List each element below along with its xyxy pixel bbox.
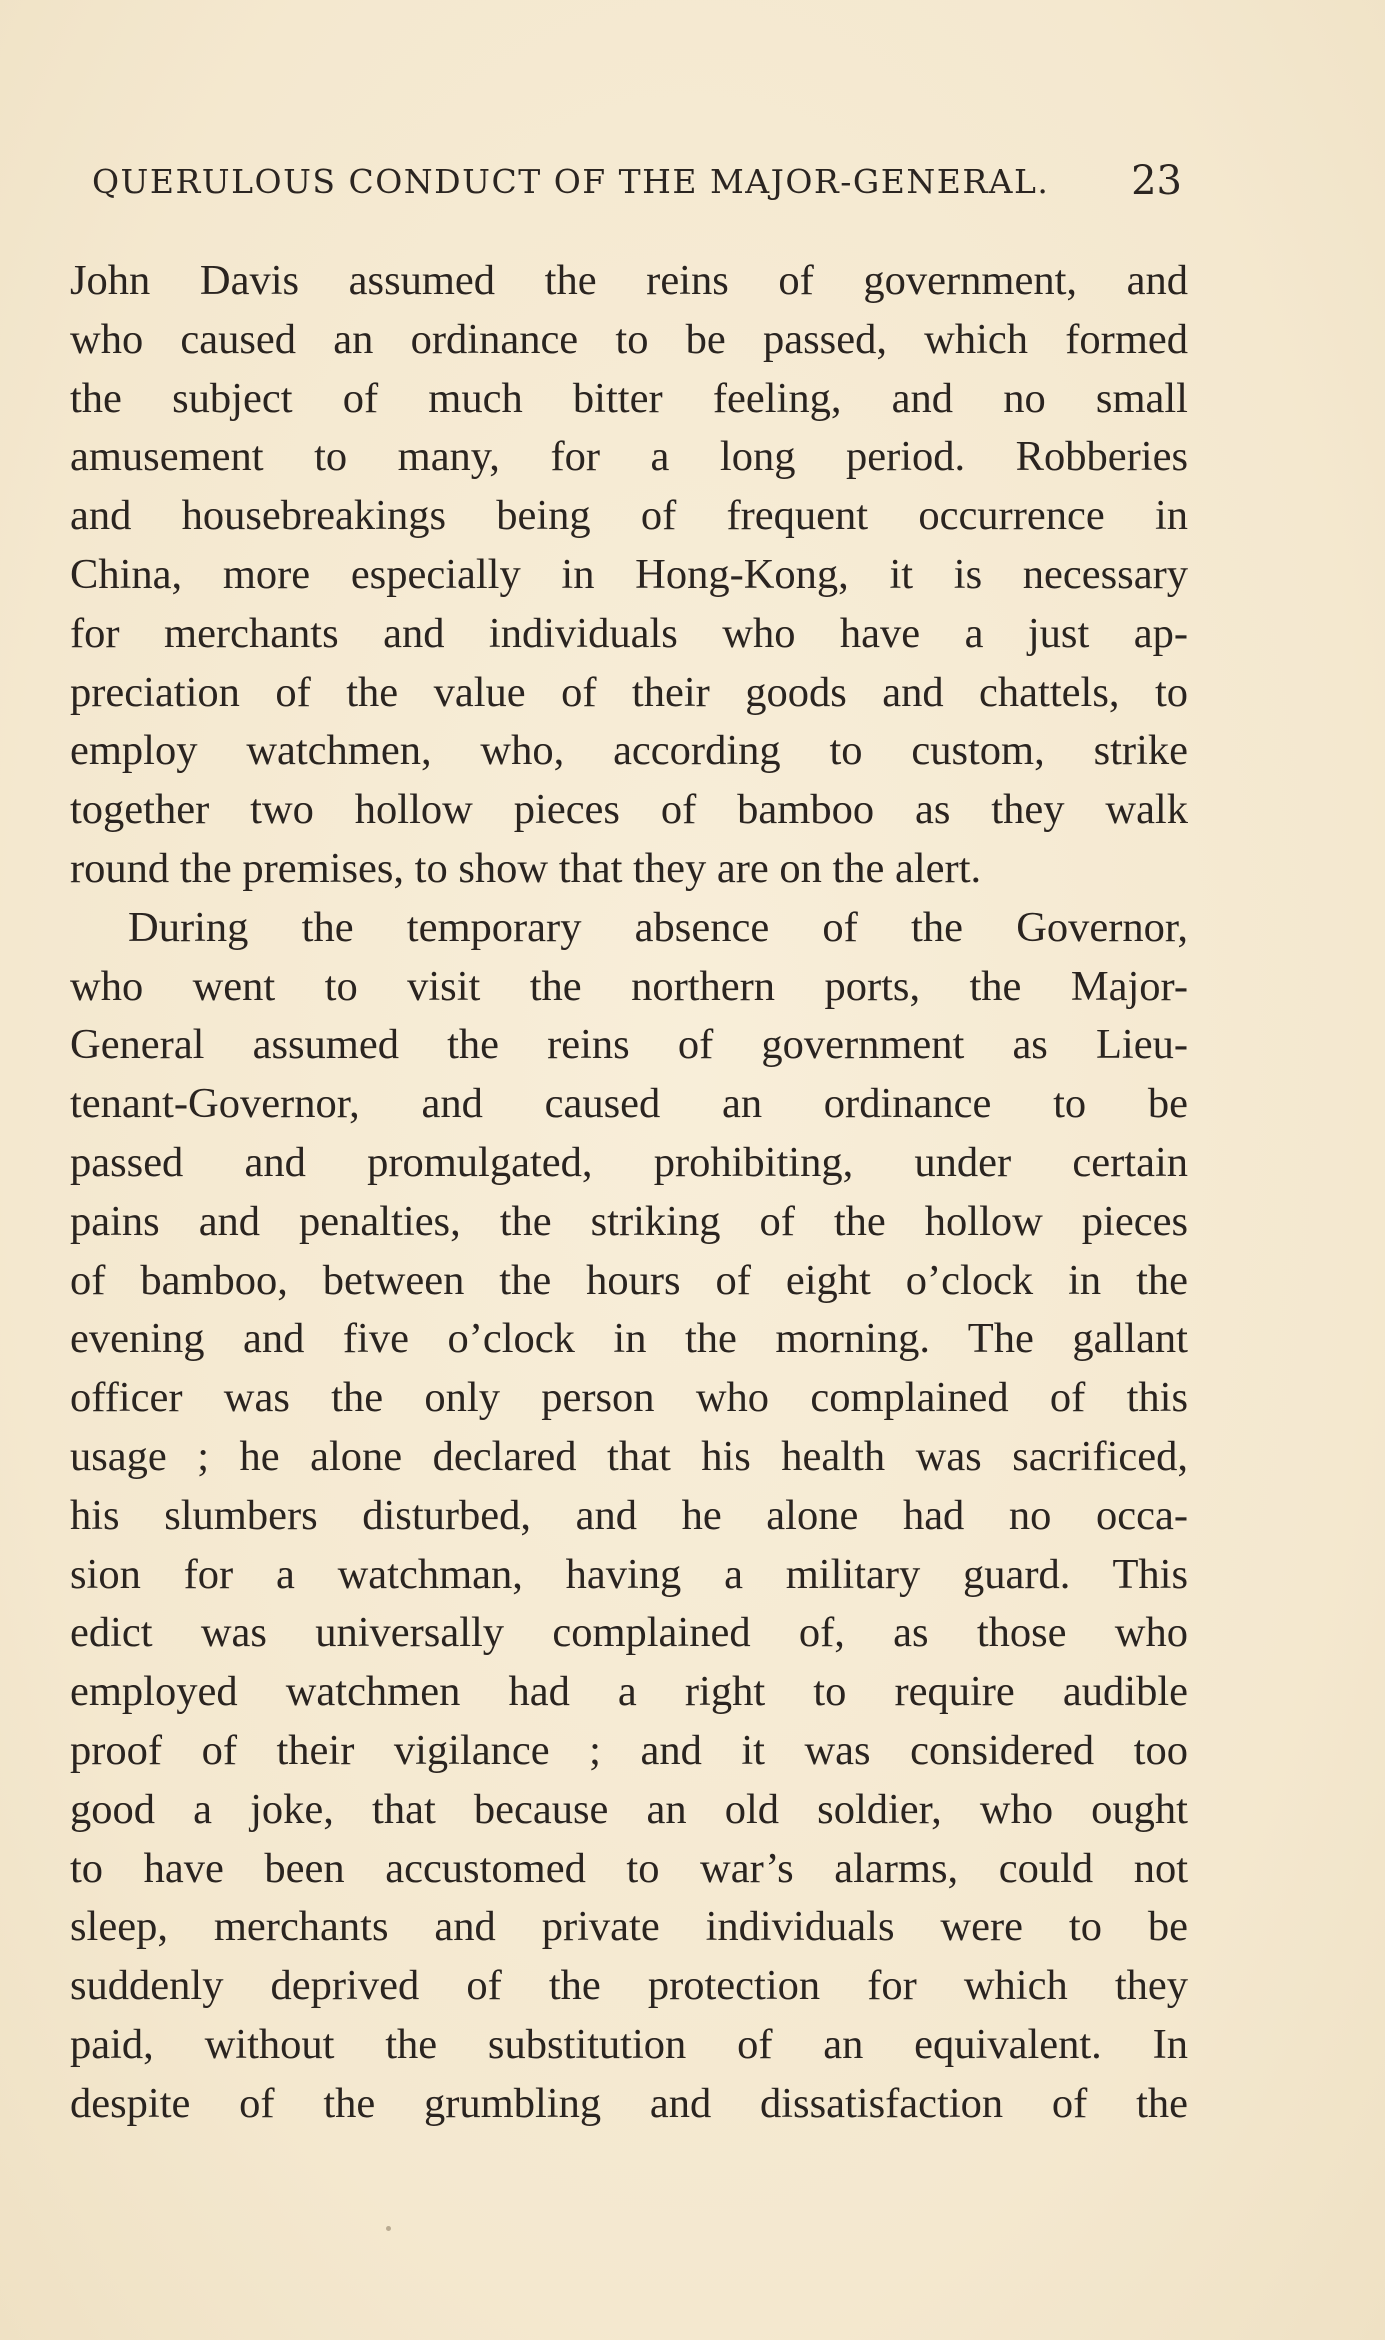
text-line: proof of their vigilance ; and it was considered too xyxy=(70,1726,1188,1774)
text-line: edict was universally complained of, as those who xyxy=(70,1609,1188,1657)
text-line: evening and five o’clock in the morning. The gallant xyxy=(70,1315,1188,1363)
text-line: of bamboo, between the hours of eight o’clock in the xyxy=(70,1256,1188,1304)
body-text xyxy=(70,252,1188,2134)
running-title: QUERULOUS CONDUCT OF THE MAJOR-GENERAL. xyxy=(92,162,1050,201)
text-line: who caused an ordinance to be passed, which formed xyxy=(70,315,1188,363)
text-line: suddenly deprived of the protection for which they xyxy=(70,1962,1188,2010)
text-line: employed watchmen had a right to require audible xyxy=(70,1668,1188,1716)
text-line: pains and penalties, the striking of the hollow pieces xyxy=(70,1197,1188,1245)
text-line: General assumed the reins of government as Lieu- xyxy=(70,1021,1188,1069)
text-line: good a joke, that because an old soldier, who ought xyxy=(70,1785,1188,1833)
text-line: employ watchmen, who, according to custom, strike xyxy=(70,727,1188,775)
paper-speck xyxy=(386,2226,391,2231)
text-line: to have been accustomed to war’s alarms, could not xyxy=(70,1844,1188,1892)
text-line: amusement to many, for a long period. Robberies xyxy=(70,433,1188,481)
text-line-paragraph-start: During the temporary absence of the Governor, xyxy=(128,903,1188,951)
text-line: officer was the only person who complained of this xyxy=(70,1374,1188,1422)
text-line: together two hollow pieces of bamboo as they walk xyxy=(70,786,1188,834)
text-line: preciation of the value of their goods and chattels, to xyxy=(70,668,1188,716)
text-line: passed and promulgated, prohibiting, under certain xyxy=(70,1138,1188,1186)
text-line: John Davis assumed the reins of government, and xyxy=(70,257,1188,304)
text-line-paragraph-end: round the premises, to show that they are on the alert. xyxy=(70,844,982,892)
text-line: usage ; he alone declared that his health was sacrificed, xyxy=(70,1432,1188,1480)
text-line: who went to visit the northern ports, the Major- xyxy=(70,962,1188,1010)
text-line: tenant-Governor, and caused an ordinance to be xyxy=(70,1080,1188,1128)
text-line: the subject of much bitter feeling, and no small xyxy=(70,374,1188,422)
text-line: sleep, merchants and private individuals were to be xyxy=(70,1903,1188,1951)
page-header xyxy=(92,158,1182,208)
text-line: and housebreakings being of frequent occurrence in xyxy=(70,492,1188,540)
text-line: for merchants and individuals who have a just ap- xyxy=(70,609,1188,657)
text-line: paid, without the substitution of an equivalent. In xyxy=(70,2020,1188,2068)
page-number: 23 xyxy=(1131,158,1182,204)
text-line: his slumbers disturbed, and he alone had no occa- xyxy=(70,1491,1188,1539)
text-line: sion for a watchman, having a military guard. This xyxy=(70,1550,1188,1598)
text-line: China, more especially in Hong-Kong, it is necessary xyxy=(70,550,1188,598)
text-line: despite of the grumbling and dissatisfaction of the xyxy=(70,2079,1188,2127)
